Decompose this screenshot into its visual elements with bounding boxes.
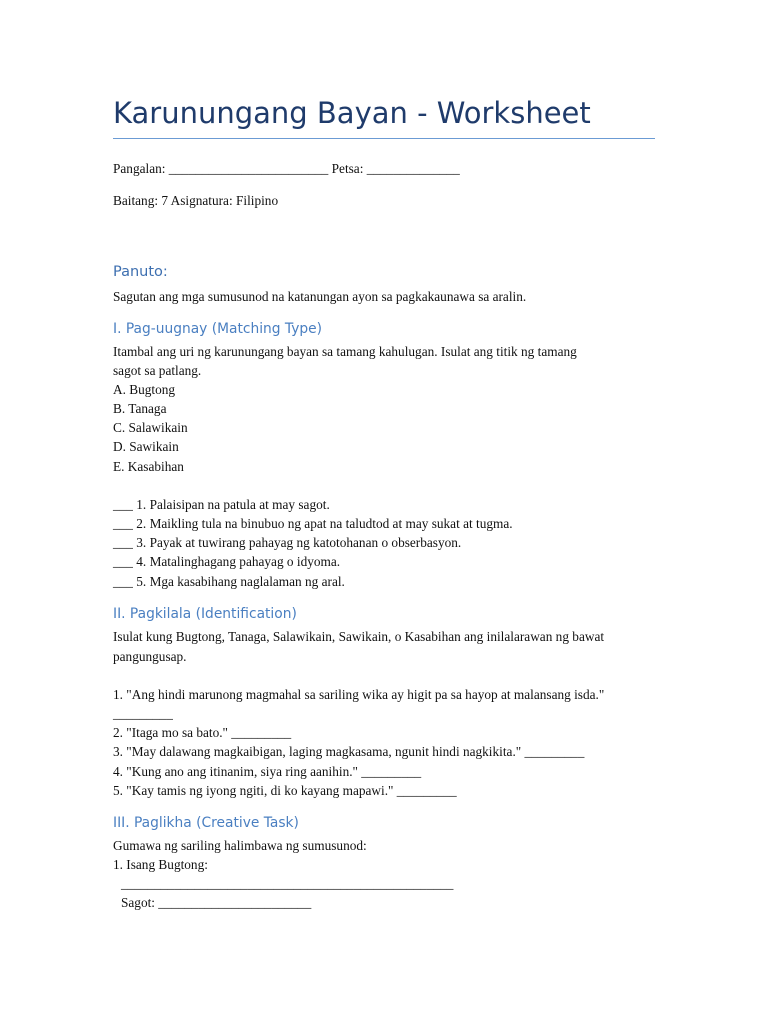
section1-instruction-line2: sagot sa patlang. xyxy=(113,363,202,378)
choice-item: E. Kasabihan xyxy=(113,459,184,474)
section3-heading: III. Paglikha (Creative Task) xyxy=(113,815,299,831)
name-date-line: Pangalan: ________________________ Petsa: ______________ xyxy=(113,161,460,176)
choice-item: A. Bugtong xyxy=(113,382,176,397)
matching-item: ___ 2. Maikling tula na binubuo ng apat na taludtod at may sukat at tugma. xyxy=(113,516,513,531)
title-underline xyxy=(113,138,655,139)
section1-heading: I. Pag-uugnay (Matching Type) xyxy=(113,321,323,337)
identification-item: 3. "May dalawang magkaibigan, laging magkasama, ngunit hindi nagkikita." _________ xyxy=(113,744,585,759)
section1-instruction-line1: Itambal ang uri ng karunungang bayan sa tamang kahulugan. Isulat ang titik ng tamang xyxy=(113,344,577,359)
identification-item: 4. "Kung ano ang itinanim, siya ring aanihin." _________ xyxy=(113,764,422,779)
section2-heading: II. Pagkilala (Identification) xyxy=(113,606,297,622)
creative-item: 1. Isang Bugtong: xyxy=(113,857,208,872)
matching-item: ___ 3. Payak at tuwirang pahayag ng katotohanan o obserbasyon. xyxy=(113,535,462,550)
choice-item: C. Salawikain xyxy=(113,420,188,435)
matching-item: ___ 5. Mga kasabihang naglalaman ng aral. xyxy=(113,574,345,589)
section3-instruction: Gumawa ng sariling halimbawa ng sumusunod: xyxy=(113,838,367,853)
choice-item: D. Sawikain xyxy=(113,439,179,454)
grade-subject-line: Baitang: 7 Asignatura: Filipino xyxy=(113,193,279,208)
identification-item: 2. "Itaga mo sa bato." _________ xyxy=(113,725,292,740)
instructions-heading: Panuto: xyxy=(113,264,168,280)
matching-item: ___ 4. Matalinghagang pahayag o idyoma. xyxy=(113,554,341,569)
answer-line: __________________________________________________ xyxy=(121,876,454,891)
choice-item: B. Tanaga xyxy=(113,401,167,416)
section2-instruction-line1: Isulat kung Bugtong, Tanaga, Salawikain, Sawikain, o Kasabihan ang inilalarawan ng bawat xyxy=(113,629,605,644)
identification-blank: _________ xyxy=(113,706,173,721)
matching-item: ___ 1. Palaisipan na patula at may sagot. xyxy=(113,497,330,512)
identification-item: 5. "Kay tamis ng iyong ngiti, di ko kayang mapawi." _________ xyxy=(113,783,457,798)
page-title: Karunungang Bayan - Worksheet xyxy=(113,96,591,130)
identification-item: 1. "Ang hindi marunong magmahal sa sariling wika ay higit pa sa hayop at malansang isda." xyxy=(113,687,605,702)
instructions-text: Sagutan ang mga sumusunod na katanungan ayon sa pagkakaunawa sa aralin. xyxy=(113,289,527,304)
answer-label: Sagot: _______________________ xyxy=(121,895,312,910)
section2-instruction-line2: pangungusap. xyxy=(113,649,187,664)
